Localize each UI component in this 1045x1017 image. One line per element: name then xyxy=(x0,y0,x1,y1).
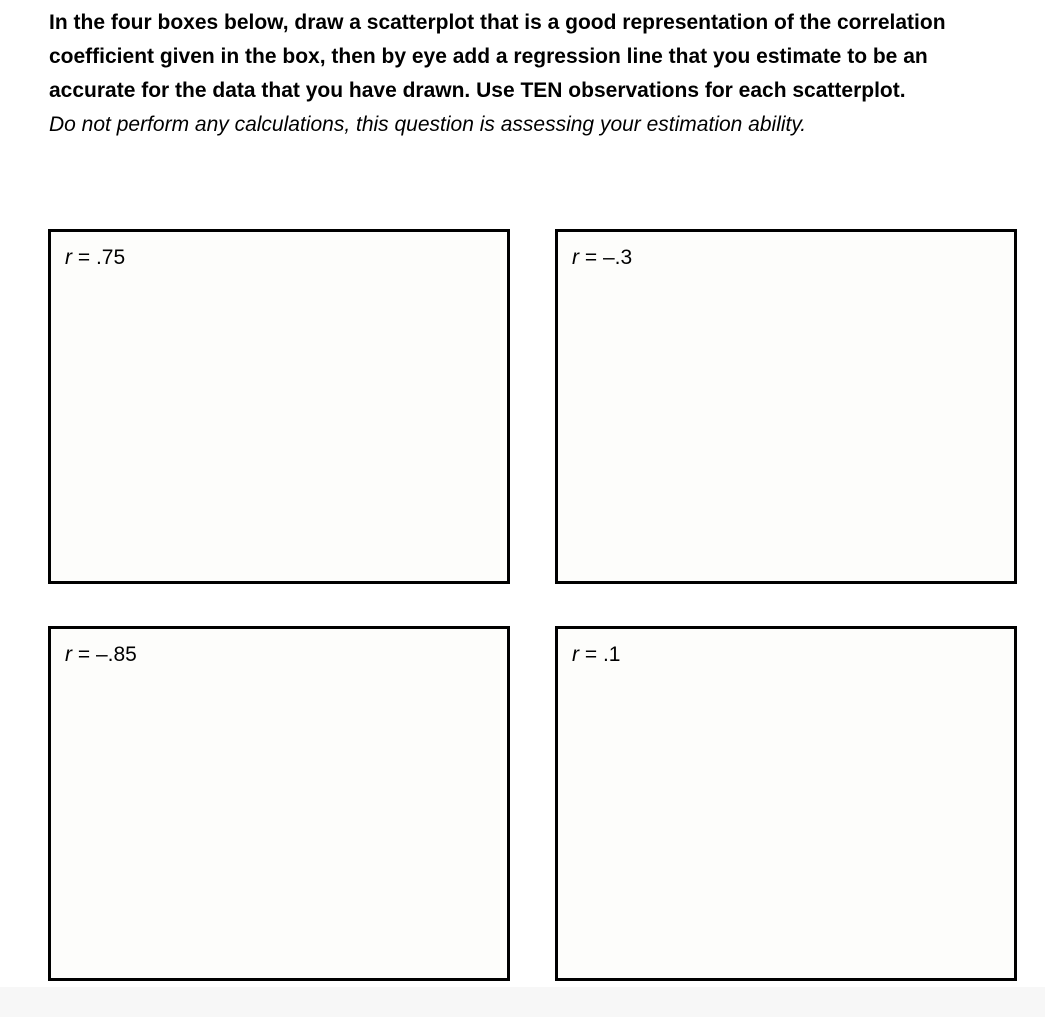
correlation-value-4: = .1 xyxy=(584,643,621,666)
correlation-label-1 xyxy=(65,246,125,270)
instructions xyxy=(49,6,1019,142)
correlation-variable-1: r xyxy=(65,246,72,269)
correlation-variable-2: r xyxy=(572,246,579,269)
scatterplot-drawing-box-2[interactable] xyxy=(555,229,1017,584)
scatterplot-drawing-box-3[interactable] xyxy=(48,626,510,981)
correlation-variable-3: r xyxy=(65,643,72,666)
correlation-value-1: = .75 xyxy=(77,246,126,269)
correlation-label-2 xyxy=(572,246,632,270)
scatterplot-drawing-box-4[interactable] xyxy=(555,626,1017,981)
correlation-value-2: = –.3 xyxy=(584,246,633,269)
correlation-value-3: = –.85 xyxy=(77,643,137,666)
correlation-variable-4: r xyxy=(572,643,579,666)
instructions-bold-text: In the four boxes below, draw a scatterplot that is a good representation of the correlation coefficient given in the box, then by eye add a regression line that you estimate to be an accurate for the data that you have drawn. Use TEN observations for each scatterplot. xyxy=(49,11,946,102)
correlation-label-3 xyxy=(65,643,137,667)
correlation-label-4 xyxy=(572,643,620,667)
scatterplot-drawing-box-1[interactable] xyxy=(48,229,510,584)
instructions-italic-text: Do not perform any calculations, this question is assessing your estimation ability. xyxy=(49,113,807,136)
